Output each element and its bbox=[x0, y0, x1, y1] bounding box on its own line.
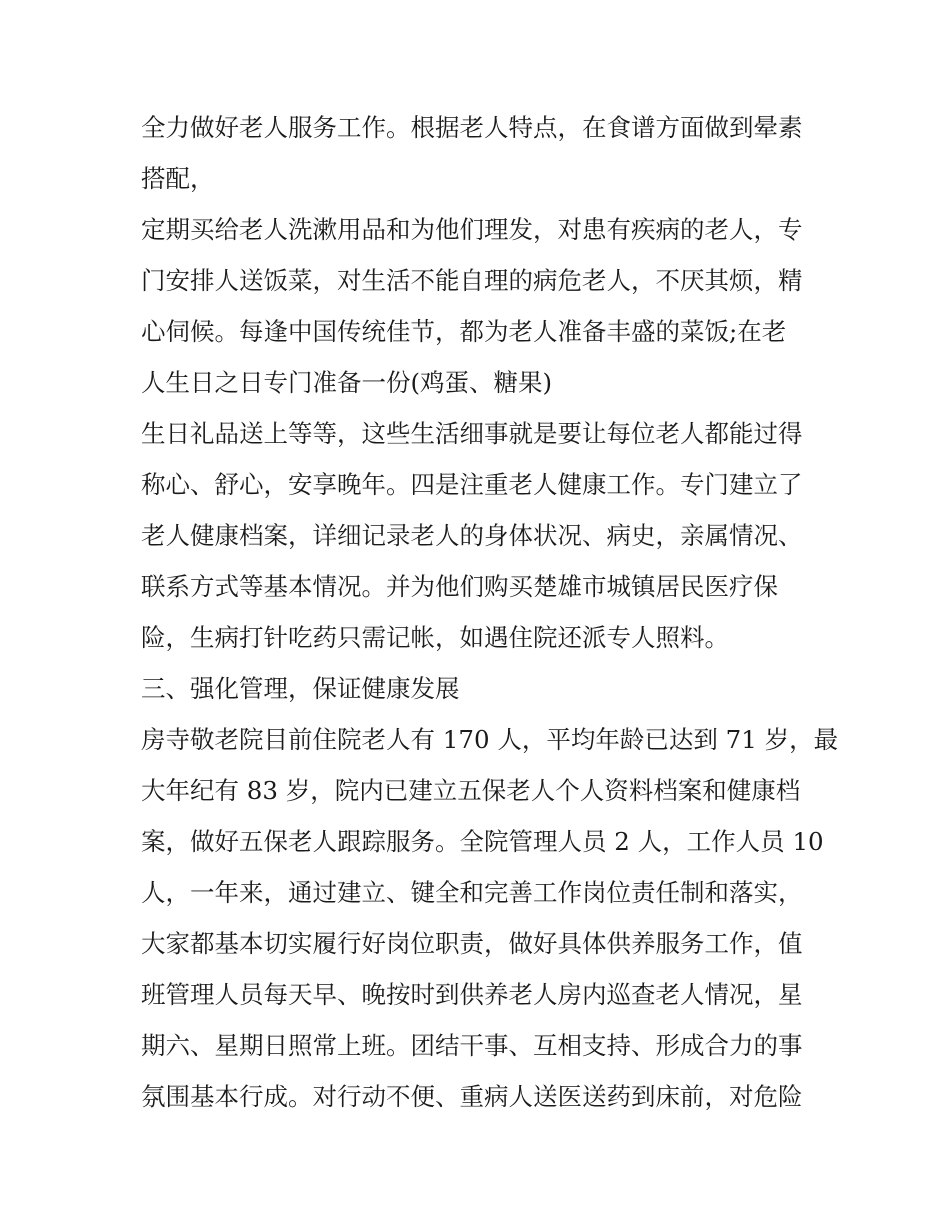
text-line: 定期买给老人洗漱用品和为他们理发，对患有疾病的老人，专 bbox=[141, 215, 803, 244]
text-line: 人生日之日专门准备一份(鸡蛋、糖果) bbox=[141, 368, 553, 397]
text-line: 门安排人送饭菜，对生活不能自理的病危老人，不厌其烦，精 bbox=[141, 266, 803, 295]
text-line: 生日礼品送上等等，这些生活细事就是要让每位老人都能过得 bbox=[141, 419, 803, 448]
body-text bbox=[141, 109, 839, 1129]
section-heading: 三、强化管理，保证健康发展 bbox=[141, 674, 460, 703]
text-line: 称心、舒心，安享晚年。四是注重老人健康工作。专门建立了 bbox=[141, 470, 803, 499]
text-line: 人，一年来，通过建立、键全和完善工作岗位责任制和落实， bbox=[141, 878, 803, 907]
text-line: 全力做好老人服务工作。根据老人特点，在食谱方面做到晕素 bbox=[141, 113, 803, 142]
text-line: 案，做好五保老人跟踪服务。全院管理人员 2 人，工作人员 10 bbox=[141, 827, 824, 856]
text-line: 大家都基本切实履行好岗位职责，做好具体供养服务工作，值 bbox=[141, 929, 803, 958]
text-line: 班管理人员每天早、晚按时到供养老人房内巡查老人情况，星 bbox=[141, 980, 803, 1009]
text-line: 老人健康档案，详细记录老人的身体状况、病史，亲属情况、 bbox=[141, 521, 803, 550]
text-line: 联系方式等基本情况。并为他们购买楚雄市城镇居民医疗保 bbox=[141, 572, 778, 601]
text-line: 氛围基本行成。对行动不便、重病人送医送药到床前，对危险 bbox=[141, 1082, 803, 1111]
text-line: 房寺敬老院目前住院老人有 170 人，平均年龄已达到 71 岁，最 bbox=[141, 725, 839, 754]
text-line: 大年纪有 83 岁，院内已建立五保老人个人资料档案和健康档 bbox=[141, 776, 801, 805]
text-line: 期六、星期日照常上班。团结干事、互相支持、形成合力的事 bbox=[141, 1031, 803, 1060]
text-line: 险，生病打针吃药只需记帐，如遇住院还派专人照料。 bbox=[141, 623, 729, 652]
text-line: 搭配， bbox=[141, 164, 215, 193]
text-line: 心伺候。每逢中国传统佳节，都为老人准备丰盛的菜饭;在老 bbox=[141, 317, 787, 346]
